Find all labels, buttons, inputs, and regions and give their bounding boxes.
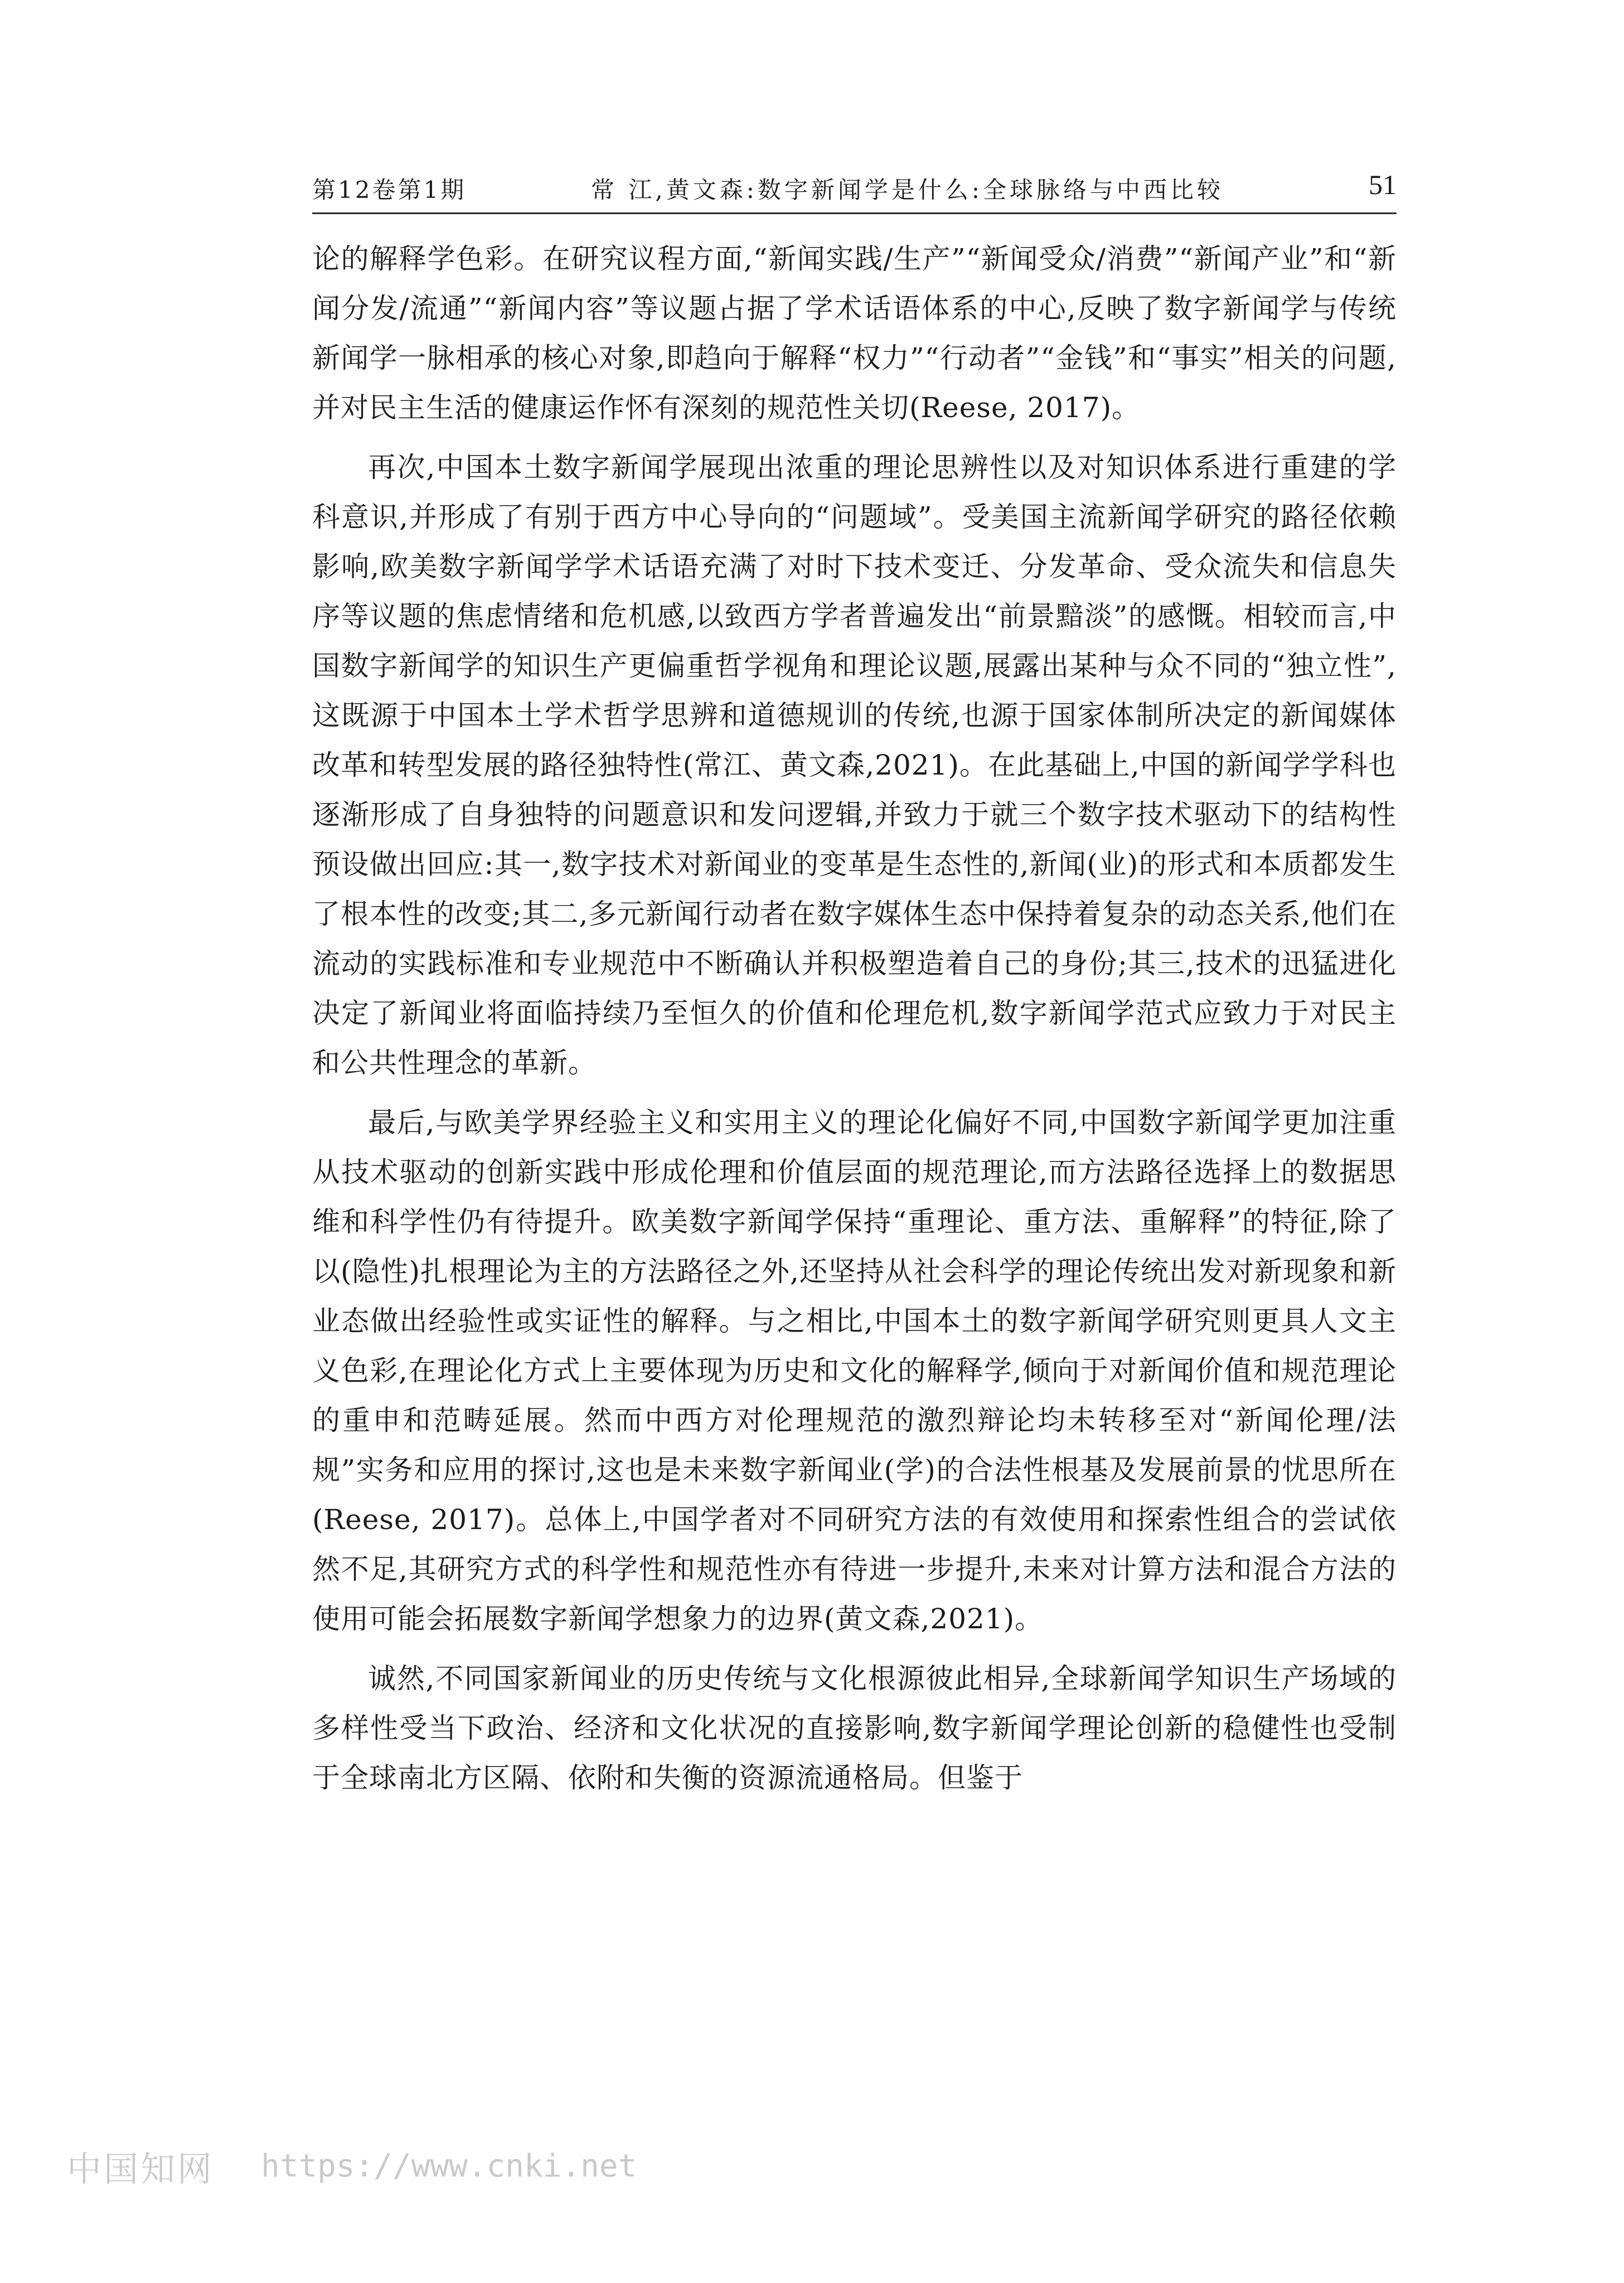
paragraph-continued: 论的解释学色彩。在研究议程方面,“新闻实践/生产”“新闻受众/消费”“新闻产业”和“新闻分发/流通”“新闻内容”等议题占据了学术话语体系的中心,反映了数字新闻学与传统新闻学一脉相承的核心对象,即趋向于解释“权力”“行动者”“金钱”和“事实”相关的问题,并对民主生活的健康运作怀有深刻的规范性关切(Reese, 2017)。 [312,243,1397,424]
article-running-title: 常 江,黄文森:数字新闻学是什么:全球脉络与中西比较 [591,176,1224,204]
running-header [312,167,1397,214]
journal-issue: 第12卷第1期 [312,176,467,204]
cnki-brand: 中国知网 [67,2149,215,2189]
paragraph-chinese-theory: 再次,中国本土数字新闻学展现出浓重的理论思辨性以及对知识体系进行重建的学科意识,并形成了有别于西方中心导向的“问题域”。受美国主流新闻学研究的路径依赖影响,欧美数字新闻学学术话语充满了对时下技术变迁、分发革命、受众流失和信息失序等议题的焦虑情绪和危机感,以致西方学者普遍发出“前景黯淡”的感慨。相较而言,中国数字新闻学的知识生产更偏重哲学视角和理论议题,展露出某种与众不同的“独立性”,这既源于中国本土学术哲学思辨和道德规训的传统,也源于国家体制所决定的新闻媒体改革和转型发展的路径独特性(常江、黄文森,2021)。在此基础上,中国的新闻学学科也逐渐形成了自身独特的问题意识和发问逻辑,并致力于就三个数字技术驱动下的结构性预设做出回应:其一,数字技术对新闻业的变革是生态性的,新闻(业)的形式和本质都发生了根本性的改变;其二,多元新闻行动者在数字媒体生态中保持着复杂的动态关系,他们在流动的实践标准和专业规范中不断确认并积极塑造着自己的身份;其三,技术的迅猛进化决定了新闻业将面临持续乃至恒久的价值和伦理危机,数字新闻学范式应致力于对民主和公共性理念的革新。 [312,451,1397,1079]
cnki-watermark [67,2141,637,2189]
page-number: 51 [1369,169,1397,200]
article-body [312,234,1397,1813]
paragraph-methodology: 最后,与欧美学界经验主义和实用主义的理论化偏好不同,中国数字新闻学更加注重从技术驱动的创新实践中形成伦理和价值层面的规范理论,而方法路径选择上的数据思维和科学性仍有待提升。欧美数字新闻学保持“重理论、重方法、重解释”的特征,除了以(隐性)扎根理论为主的方法路径之外,还坚持从社会科学的理论传统出发对新现象和新业态做出经验性或实证性的解释。与之相比,中国本土的数字新闻学研究则更具人文主义色彩,在理论化方式上主要体现为历史和文化的解释学,倾向于对新闻价值和规范理论的重申和范畴延展。然而中西方对伦理规范的激烈辩论均未转移至对“新闻伦理/法规”实务和应用的探讨,这也是未来数字新闻业(学)的合法性根基及发展前景的忧思所在(Reese, 2017)。总体上,中国学者对不同研究方法的有效使用和探索性组合的尝试依然不足,其研究方式的科学性和规范性亦有待进一步提升,未来对计算方法和混合方法的使用可能会拓展数字新闻学想象力的边界(黄文森,2021)。 [312,1106,1397,1635]
header-rule [312,212,1397,214]
cnki-url: https://www.cnki.net [261,2148,637,2184]
paragraph-diversity: 诚然,不同国家新闻业的历史传统与文化根源彼此相异,全球新闻学知识生产场域的多样性受当下政治、经济和文化状况的直接影响,数字新闻学理论创新的稳健性也受制于全球南北方区隔、依附和失衡的资源流通格局。但鉴于 [312,1662,1397,1794]
